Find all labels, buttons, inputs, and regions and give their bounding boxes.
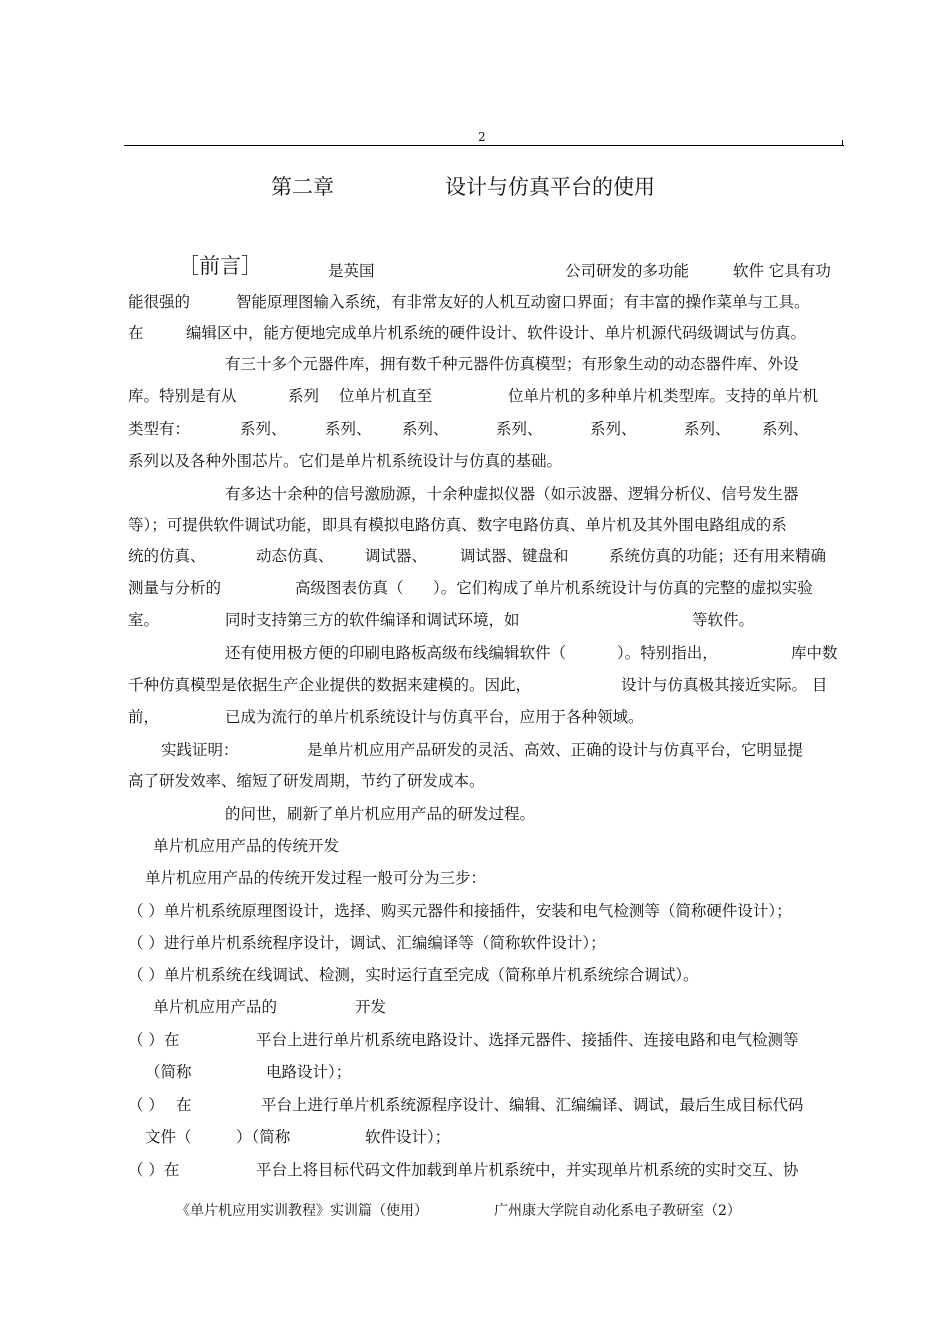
text-segment: （ ）单片机系统原理图设计，选择、购买元器件和接插件，安装和电气检测等（简称硬件设计）； <box>128 902 792 920</box>
text-segment: 平台上将目标代码文件加载到单片机系统中，并实现单片机系统的实时交互、协 <box>256 1161 799 1179</box>
text-segment: 平台上进行单片机系统电路设计、选择元器件、接插件、连接电路和电气检测等 <box>256 1031 799 1049</box>
footer-book-title: 《单片机应用实训教程》实训篇（使用） <box>176 1203 428 1219</box>
text-segment: 系列、 <box>590 420 637 438</box>
text-segment: ）。特别指出， <box>617 644 718 662</box>
text-segment: 调试器、 <box>365 547 428 565</box>
text-segment: 系列以及各种外围芯片。它们是单片机系统设计与仿真的基础。 <box>128 452 563 470</box>
text-segment: 设计与仿真极其接近实际。 目 <box>621 676 828 694</box>
text-segment: 能很强的 <box>128 293 191 311</box>
text-segment: 系列、 <box>240 420 287 438</box>
text-segment: 实践证明： <box>161 741 239 759</box>
text-segment: 单片机应用产品的传统开发过程一般可分为三步： <box>145 869 487 887</box>
preface-heading: ［前言］ <box>178 254 262 278</box>
text-segment: 平台上进行单片机系统源程序设计、编辑、汇编编译、调试，最后生成目标代码 <box>261 1096 804 1114</box>
text-segment: 类型有： <box>128 420 191 438</box>
text-segment: 系列、 <box>325 420 372 438</box>
text-segment: 测量与分析的 <box>128 579 222 597</box>
text-segment: 高级图表仿真（ <box>295 579 404 597</box>
text-segment: （ ） <box>128 1096 164 1114</box>
text-segment: （简称 <box>145 1063 192 1081</box>
text-segment: 有三十多个元器件库，拥有数千种元器件仿真模型；有形象生动的动态器件库、外设 <box>225 355 799 373</box>
footer-department: 广州康大学院自动化系电子教研室（2） <box>494 1203 741 1219</box>
text-segment: 是单片机应用产品研发的灵活、高效、正确的设计与仿真平台，它明显提 <box>307 741 804 759</box>
chapter-title: 设计与仿真平台的使用 <box>445 175 655 199</box>
text-segment: 统的仿真、 <box>128 547 206 565</box>
text-segment: 库。特别是有从 <box>128 387 237 405</box>
text-segment: 系列 <box>288 387 320 405</box>
text-segment: 系列、 <box>762 420 809 438</box>
text-segment: 还有使用极方便的印刷电路板高级布线编辑软件（ <box>225 644 567 662</box>
text-segment: 千种仿真模型是依据生产企业提供的数据来建模的。因此， <box>128 676 532 694</box>
text-segment: 系列、 <box>496 420 543 438</box>
text-segment: 智能原理图输入系统，有非常友好的人机互动窗口界面；有丰富的操作菜单与工具。 <box>236 293 810 311</box>
text-segment: 软件设计）； <box>365 1128 451 1146</box>
text-segment: 等软件。 <box>692 611 755 629</box>
text-segment: 开发 <box>355 998 387 1016</box>
text-segment: 文件（ <box>145 1128 192 1146</box>
text-segment: （ ）进行单片机系统程序设计，调试、汇编编译等（简称软件设计）； <box>128 934 606 952</box>
text-segment: 已成为流行的单片机系统设计与仿真平台，应用于各种领域。 <box>225 708 644 726</box>
text-segment: 动态仿真、 <box>256 547 334 565</box>
text-segment: 位单片机的多种单片机类型库。支持的单片机 <box>508 387 819 405</box>
text-segment: （ ）在 <box>128 1161 180 1179</box>
text-segment: 系列、 <box>684 420 731 438</box>
text-segment: 在 <box>128 324 144 342</box>
text-segment: 的问世，刷新了单片机应用产品的研发过程。 <box>225 805 536 823</box>
text-segment: （ ）单片机系统在线调试、检测，实时运行直至完成（简称单片机系统综合调试）。 <box>128 966 699 984</box>
header-rule-tick <box>842 140 843 146</box>
text-segment: 系统仿真的功能；还有用来精确 <box>609 547 827 565</box>
text-segment: 高了研发效率、缩短了研发周期，节约了研发成本。 <box>128 772 485 790</box>
text-segment: 调试器、键盘和 <box>460 547 569 565</box>
text-segment: ）（简称 <box>236 1128 291 1146</box>
text-segment: ）。它们构成了单片机系统设计与仿真的完整的虚拟实验 <box>433 579 813 597</box>
text-segment: 单片机应用产品的传统开发 <box>153 837 340 855</box>
text-segment: 是英国 <box>328 262 375 280</box>
text-segment: 单片机应用产品的 <box>153 998 278 1016</box>
chapter-label: 第二章 <box>271 175 334 199</box>
page-number: 2 <box>478 130 486 144</box>
text-segment: 公司研发的多功能 <box>565 262 690 280</box>
text-segment: 系列、 <box>402 420 449 438</box>
text-segment: 软件 它具有功 <box>733 262 831 280</box>
header-rule <box>124 145 844 146</box>
text-segment: 同时支持第三方的软件编译和调试环境，如 <box>225 611 520 629</box>
text-segment: 等）；可提供软件调试功能，即具有模拟电路仿真、数字电路仿真、单片机及其外围电路组成的系 <box>128 516 787 534</box>
text-segment: 有多达十余种的信号激励源，十余种虚拟仪器（如示波器、逻辑分析仪、信号发生器 <box>225 485 799 503</box>
text-segment: （ ）在 <box>128 1031 180 1049</box>
text-segment: 位单片机直至 <box>339 387 433 405</box>
text-segment: 室。 <box>128 611 160 629</box>
text-segment: 电路设计）； <box>266 1063 352 1081</box>
text-segment: 在 <box>176 1096 192 1114</box>
text-segment: 库中数 <box>791 644 838 662</box>
text-segment: 编辑区中，能方便地完成单片机系统的硬件设计、软件设计、单片机源代码级调试与仿真。 <box>186 324 807 342</box>
text-segment: 前， <box>128 708 160 726</box>
